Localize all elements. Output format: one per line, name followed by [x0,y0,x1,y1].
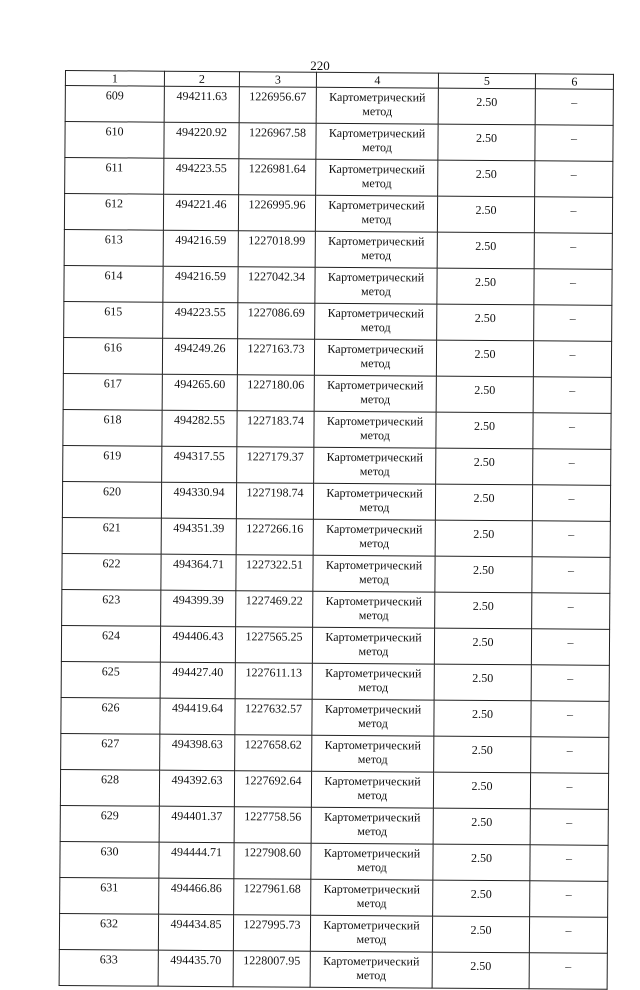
accuracy-cell: 2.50 [436,448,533,485]
y-coordinate: 1227198.74 [236,483,313,520]
table-row [63,409,611,449]
point-number: 618 [63,409,162,446]
method-cell: Картометрический метод [313,483,435,520]
method-cell: Картометрический метод [316,123,438,160]
y-coordinate: 1227758.56 [234,807,311,844]
table-row [60,877,608,917]
accuracy-cell: 2.50 [433,844,530,881]
x-coordinate: 494249.26 [162,338,237,375]
table-row [60,841,608,881]
note-cell: – [535,161,613,198]
y-coordinate: 1227180.06 [237,375,314,412]
note-cell: – [529,953,607,990]
page-number: 220 [310,58,330,73]
method-cell: Картометрический метод [314,411,436,448]
accuracy-cell: 2.50 [432,952,529,989]
table-row [62,553,610,593]
y-coordinate: 1227611.13 [235,663,312,700]
table-row [61,661,609,701]
table-row [62,589,610,629]
point-number: 611 [65,158,164,195]
x-coordinate: 494398.63 [160,734,235,771]
y-coordinate: 1227692.64 [234,771,311,808]
y-coordinate: 1226967.58 [239,123,316,160]
note-cell: – [530,845,608,882]
y-coordinate: 1227995.73 [233,915,310,952]
y-coordinate: 1227086.69 [238,303,315,340]
note-cell: – [533,377,611,414]
accuracy-cell: 2.50 [435,520,532,557]
accuracy-cell: 2.50 [436,376,533,413]
point-number: 617 [63,373,162,410]
x-coordinate: 494265.60 [162,374,237,411]
method-cell: Картометрический метод [312,735,434,772]
method-cell: Картометрический метод [311,843,433,880]
y-coordinate: 1226995.96 [238,195,315,232]
accuracy-cell: 2.50 [434,700,531,737]
x-coordinate: 494364.71 [161,554,236,591]
table-row [59,913,607,953]
note-cell: – [532,485,610,522]
accuracy-cell: 2.50 [433,772,530,809]
point-number: 628 [60,769,159,806]
table-row [61,625,609,665]
accuracy-cell: 2.50 [436,412,533,449]
x-coordinate: 494216.59 [163,230,238,267]
accuracy-cell: 2.50 [437,232,534,269]
note-cell: – [530,809,608,846]
note-cell: – [534,305,612,342]
point-number: 612 [64,194,163,231]
x-coordinate: 494317.55 [162,446,237,483]
point-number: 614 [64,265,163,302]
method-cell: Картометрический метод [312,663,434,700]
y-coordinate: 1227042.34 [238,267,315,304]
x-coordinate: 494466.86 [159,878,234,915]
x-coordinate: 494435.70 [158,950,233,987]
y-coordinate: 1227183.74 [237,411,314,448]
y-coordinate: 1227179.37 [237,447,314,484]
x-coordinate: 494211.63 [164,86,239,123]
method-cell: Картометрический метод [316,87,438,124]
note-cell: – [529,917,607,954]
point-number: 610 [65,122,164,159]
table-row [60,805,608,845]
method-cell: Картометрический метод [315,303,437,340]
note-cell: – [533,413,611,450]
y-coordinate: 1227018.99 [238,231,315,268]
point-number: 624 [61,625,160,662]
point-number: 632 [59,913,158,950]
y-coordinate: 1227658.62 [235,735,312,772]
table-row [63,373,611,413]
accuracy-cell: 2.50 [433,880,530,917]
note-cell: – [530,773,608,810]
y-coordinate: 1227961.68 [234,879,311,916]
col-header-1: 1 [65,71,164,87]
note-cell: – [534,269,612,306]
note-cell: – [533,449,611,486]
x-coordinate: 494223.55 [163,302,238,339]
method-cell: Картометрический метод [310,915,432,952]
col-header-3: 3 [239,72,316,88]
x-coordinate: 494444.71 [159,842,234,879]
accuracy-cell: 2.50 [434,736,531,773]
note-cell: – [530,881,608,918]
x-coordinate: 494221.46 [163,194,238,231]
method-cell: Картометрический метод [316,159,438,196]
accuracy-cell: 2.50 [433,808,530,845]
note-cell: – [531,665,609,702]
x-coordinate: 494220.92 [164,122,239,159]
x-coordinate: 494330.94 [161,482,236,519]
point-number: 623 [62,589,161,626]
method-cell: Картометрический метод [313,591,435,628]
y-coordinate: 1227908.60 [234,843,311,880]
table-row [62,517,610,557]
accuracy-cell: 2.50 [434,628,531,665]
x-coordinate: 494427.40 [160,662,235,699]
table-row [62,481,610,521]
col-header-2: 2 [164,71,239,87]
table-row [65,158,613,198]
col-header-5: 5 [438,73,535,89]
table-row [64,194,612,234]
method-cell: Картометрический метод [311,879,433,916]
table-row [59,949,607,989]
point-number: 625 [61,661,160,698]
method-cell: Картометрический метод [314,447,436,484]
accuracy-cell: 2.50 [435,592,532,629]
note-cell: – [534,233,612,270]
accuracy-cell: 2.50 [435,556,532,593]
note-cell: – [532,557,610,594]
table-row [61,697,609,737]
point-number: 621 [62,517,161,554]
accuracy-cell: 2.50 [436,340,533,377]
x-coordinate: 494401.37 [159,806,234,843]
y-coordinate: 1227266.16 [236,519,313,556]
point-number: 629 [60,805,159,842]
method-cell: Картометрический метод [310,951,432,988]
note-cell: – [535,125,613,162]
note-cell: – [532,593,610,630]
method-cell: Картометрический метод [312,699,434,736]
x-coordinate: 494434.85 [158,914,233,951]
y-coordinate: 1227469.22 [236,591,313,628]
method-cell: Картометрический метод [314,339,436,376]
table-row [63,337,611,377]
point-number: 633 [59,949,158,986]
accuracy-cell: 2.50 [437,196,534,233]
y-coordinate: 1228007.95 [233,951,310,988]
table-row [65,86,613,126]
accuracy-cell: 2.50 [432,916,529,953]
point-number: 609 [65,86,164,123]
point-number: 626 [61,697,160,734]
point-number: 620 [62,481,161,518]
method-cell: Картометрический метод [313,555,435,592]
table-row [64,301,612,341]
method-cell: Картометрический метод [313,519,435,556]
accuracy-cell: 2.50 [438,88,535,125]
method-cell: Картометрический метод [312,627,434,664]
point-number: 619 [63,445,162,482]
coordinates-table [59,70,614,990]
method-cell: Картометрический метод [315,195,437,232]
col-header-4: 4 [316,72,438,88]
note-cell: – [535,89,613,126]
table-row [61,733,609,773]
table-row [60,769,608,809]
point-number: 622 [62,553,161,590]
note-cell: – [531,701,609,738]
x-coordinate: 494351.39 [161,518,236,555]
note-cell: – [531,737,609,774]
point-number: 615 [64,301,163,338]
y-coordinate: 1227565.25 [235,627,312,664]
accuracy-cell: 2.50 [438,160,535,197]
x-coordinate: 494223.55 [164,158,239,195]
note-cell: – [533,341,611,378]
x-coordinate: 494399.39 [161,590,236,627]
method-cell: Картометрический метод [311,771,433,808]
method-cell: Картометрический метод [314,375,436,412]
method-cell: Картометрический метод [311,807,433,844]
method-cell: Картометрический метод [315,231,437,268]
y-coordinate: 1227632.57 [235,699,312,736]
table-row [64,265,612,305]
accuracy-cell: 2.50 [435,484,532,521]
method-cell: Картометрический метод [315,267,437,304]
point-number: 627 [61,733,160,770]
x-coordinate: 494282.55 [162,410,237,447]
accuracy-cell: 2.50 [437,304,534,341]
y-coordinate: 1226956.67 [239,87,316,124]
note-cell: – [532,521,610,558]
point-number: 631 [60,877,159,914]
x-coordinate: 494419.64 [160,698,235,735]
y-coordinate: 1226981.64 [239,159,316,196]
y-coordinate: 1227322.51 [236,555,313,592]
col-header-6: 6 [535,74,613,90]
accuracy-cell: 2.50 [438,124,535,161]
table-row [64,229,612,269]
x-coordinate: 494406.43 [160,626,235,663]
accuracy-cell: 2.50 [434,664,531,701]
accuracy-cell: 2.50 [437,268,534,305]
table-row [63,445,611,485]
point-number: 616 [63,337,162,374]
x-coordinate: 494392.63 [159,770,234,807]
point-number: 630 [60,841,159,878]
y-coordinate: 1227163.73 [237,339,314,376]
note-cell: – [531,629,609,666]
point-number: 613 [64,229,163,266]
note-cell: – [534,197,612,234]
x-coordinate: 494216.59 [163,266,238,303]
table-row [65,122,613,162]
